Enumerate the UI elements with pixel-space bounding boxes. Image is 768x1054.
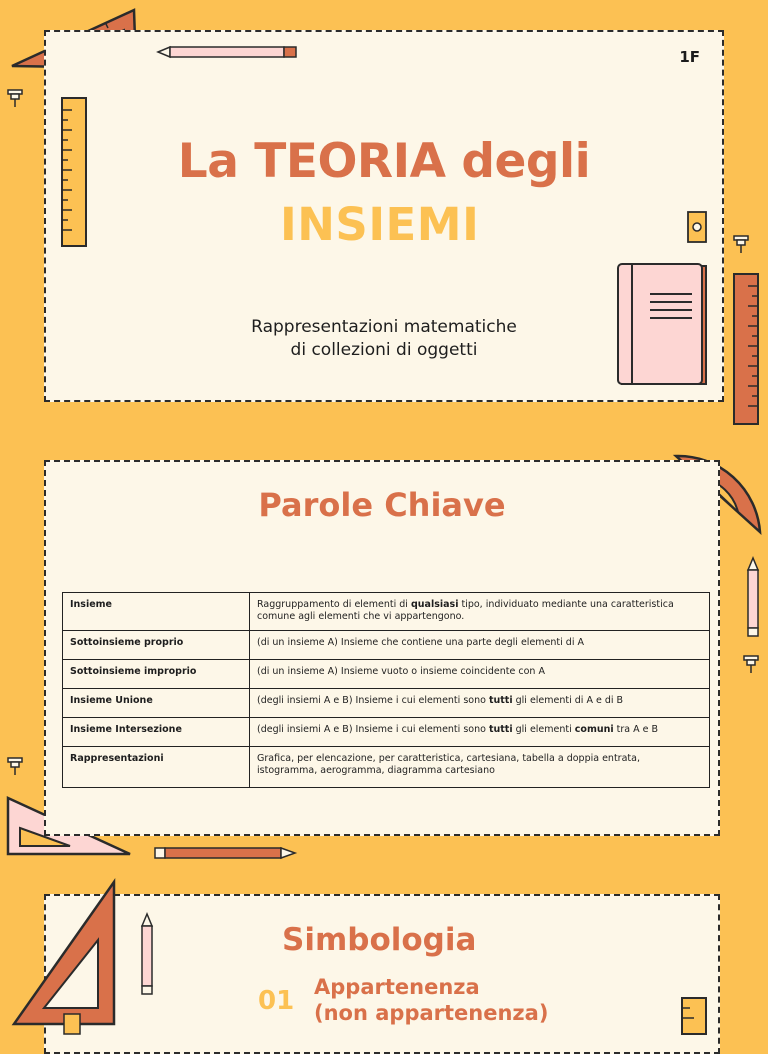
- keyword-definition: [250, 747, 710, 788]
- title-slide: [44, 30, 724, 402]
- definition-text: (degli insiemi A e B) Insieme i cui elementi sono: [257, 724, 489, 735]
- definition-emphasis: tutti: [488, 724, 513, 735]
- item-number: 01: [258, 986, 295, 1016]
- keyword-term: Insieme: [63, 593, 250, 631]
- definition-text: tipo, individuato mediante una caratteristica comune agli elementi che vi appartengono.: [257, 599, 674, 622]
- pushpin-icon: [6, 756, 24, 776]
- keywords-slide: [44, 460, 720, 836]
- definition-emphasis: comuni: [574, 724, 614, 735]
- symbol-item-name: Appartenenza: [314, 975, 480, 999]
- definition-text: (di un insieme A) Insieme che contiene una parte degli elementi di A: [257, 637, 584, 648]
- page-title: La TEORIA degli: [177, 134, 591, 189]
- pencil-icon: [744, 556, 762, 638]
- symbol-item: [314, 974, 548, 1026]
- keyword-term: Insieme Unione: [63, 689, 250, 718]
- sharpener-icon: [686, 210, 710, 244]
- section-title: Simbologia: [282, 922, 477, 958]
- pencil-icon: [156, 44, 300, 60]
- definition-text: tra A e B: [613, 724, 659, 735]
- keyword-definition: [250, 689, 710, 718]
- keyword-term: Rappresentazioni: [63, 747, 250, 788]
- keyword-term: Sottoinsieme proprio: [63, 631, 250, 660]
- definition-text: (di un insieme A) Insieme vuoto o insieme coincidente con A: [257, 666, 545, 677]
- ruler-icon: [680, 996, 710, 1036]
- pushpin-icon: [6, 88, 24, 108]
- pencil-icon: [138, 912, 156, 996]
- definition-text: gli elementi di A e di B: [512, 695, 624, 706]
- keywords-table: [62, 592, 710, 788]
- table-row: [63, 660, 710, 689]
- page-title-highlight: INSIEMI: [280, 198, 480, 251]
- keyword-definition: [250, 660, 710, 689]
- definition-text: Grafica, per elencazione, per caratteristica, cartesiana, tabella a doppia entrata, istogramma, aerogramma, diagramma cartesiano: [257, 753, 640, 776]
- keyword-term: Sottoinsieme improprio: [63, 660, 250, 689]
- subtitle-line: di collezioni di oggetti: [290, 340, 478, 360]
- table-row: [63, 689, 710, 718]
- keyword-definition: [250, 593, 710, 631]
- definition-text: (degli insiemi A e B) Insieme i cui elementi sono: [257, 695, 489, 706]
- table-row: [63, 747, 710, 788]
- pencil-icon: [152, 844, 298, 862]
- definition-emphasis: qualsiasi: [410, 599, 459, 610]
- definition-text: Raggruppamento di elementi di: [257, 599, 411, 610]
- table-row: [63, 718, 710, 747]
- table-row: [63, 593, 710, 631]
- definition-text: gli elementi: [512, 724, 575, 735]
- sharpener-icon: [62, 1012, 82, 1036]
- symbols-slide: [44, 894, 720, 1054]
- subtitle-line: Rappresentazioni matematiche: [251, 317, 517, 337]
- slide-number: 1F: [679, 48, 700, 66]
- definition-emphasis: tutti: [488, 695, 513, 706]
- symbol-item-note: (non appartenenza): [314, 1001, 549, 1025]
- keyword-definition: [250, 631, 710, 660]
- set-square-icon: [10, 878, 120, 1028]
- pushpin-icon: [732, 234, 750, 254]
- table-row: [63, 631, 710, 660]
- ruler-icon: [732, 272, 760, 426]
- keyword-term: Insieme Intersezione: [63, 718, 250, 747]
- pushpin-icon: [742, 654, 760, 674]
- keyword-definition: [250, 718, 710, 747]
- section-title: Parole Chiave: [258, 486, 506, 524]
- subtitle: [46, 316, 722, 362]
